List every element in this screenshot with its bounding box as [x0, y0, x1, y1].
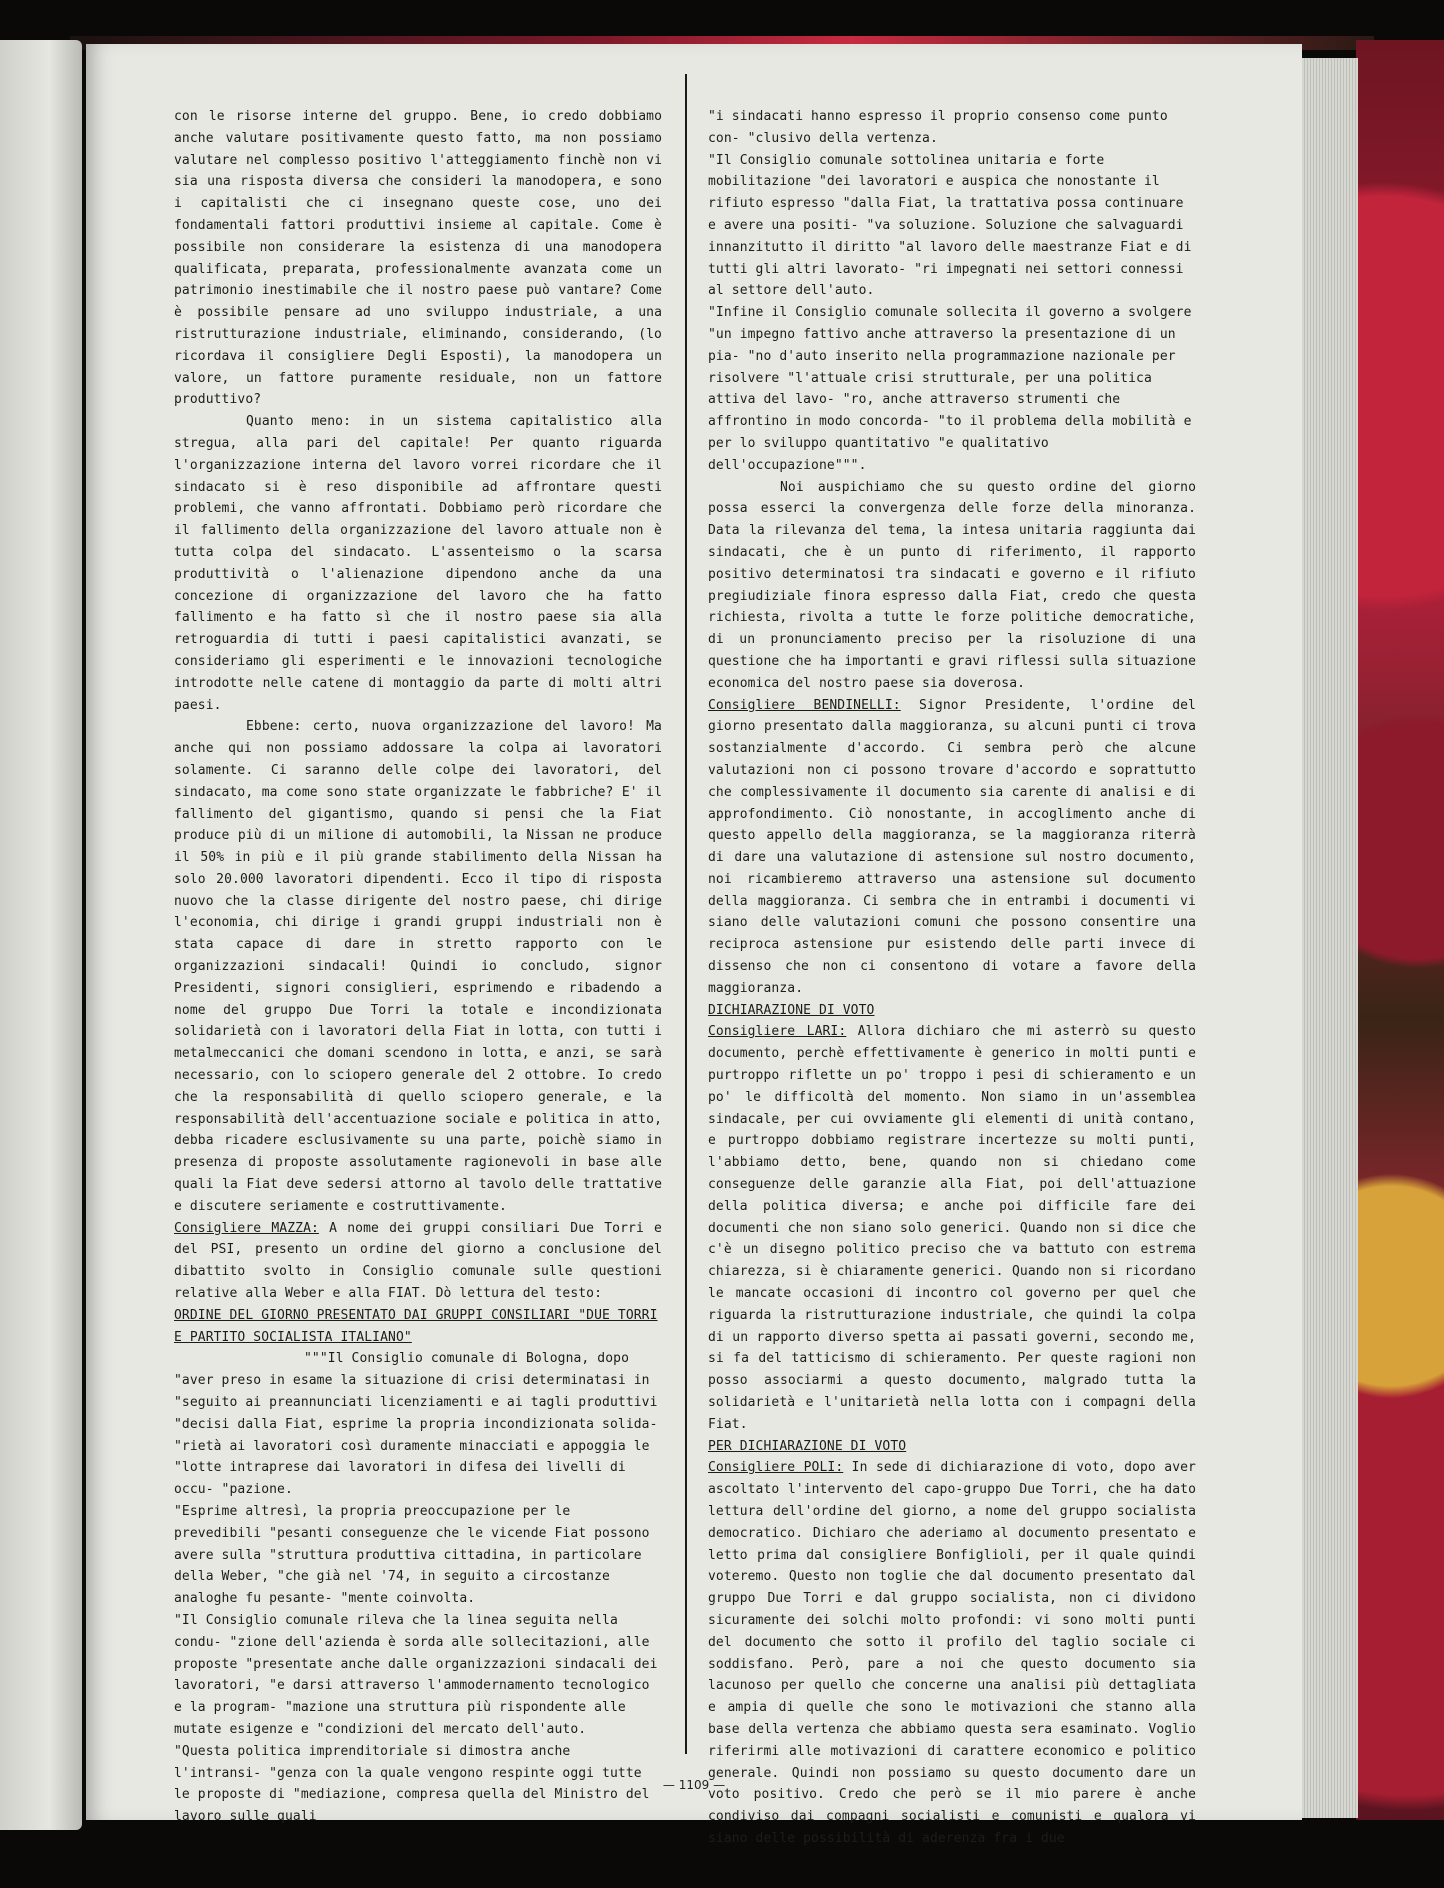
right-text-column: [708, 106, 1196, 1850]
quoted-paragraph: "i sindacati hanno espresso il proprio consenso come punto con- "clusivo della vertenza.: [708, 109, 1168, 146]
quoted-paragraph: "Esprime altresì, la propria preoccupazione per le prevedibili "pesanti conseguenze che le vicende Fiat possono avere sulla "struttura produttiva cittadina, in particolare della Weber, "che già nel '74, in seguito a circostanze analoghe fu pesante- "mente coinvolta.: [174, 1504, 650, 1607]
speech-bendinelli: [708, 695, 1196, 1000]
speech-text: Signor Presidente, l'ordine del giorno presentato dalla maggioranza, su alcuni punti ci trova sostanzialmente d'accordo. Ci sembra però che alcune valutazioni non ci possono trovare d'accordo e soprattutto che complessivamente il documento sia carente di analisi e di approfondimento. Ciò nonostante, in accoglimento anche di questo appello della maggioranza, se la maggioranza riterrà di dare una valutazione di astensione sul nostro documento, noi ricambieremo attraverso una astensione sul documento della maggioranza. Ci sembra che in entrambi i documenti vi siano delle valutazioni comuni che possono consentire una reciproca astensione pur esistendo delle parti invece di dissenso che non ci consentono di votare a favore della maggioranza.: [708, 697, 1196, 996]
paragraph: Quanto meno: in un sistema capitalistico alla stregua, alla pari del capitale! Per quanto riguarda l'organizzazione interna del lavoro vorrei ricordare che il sindacato si è reso disponibile ad affrontare questi problemi, che vanno affrontati. Dobbiamo però ricordare che il fallimento della organizzazione del lavoro attuale non è tutta colpa del sindacato. L'assenteismo o la scarsa produttività o l'alienazione dipendono anche da una concezione di organizzazione del lavoro che ha fatto fallimento e ha fatto sì che il nostro paese sia alla retroguardia di tutti i paesi capitalistici avanzati, se consideriamo gli esperimenti e le innovazioni tecnologiche introdotte nelle catene di montaggio da parte di molti altri paesi.: [174, 414, 662, 713]
section-heading: ORDINE DEL GIORNO PRESENTATO DAI GRUPPI CONSILIARI "DUE TORRI E PARTITO SOCIALISTA ITALIANO": [174, 1307, 658, 1345]
section-heading: PER DICHIARAZIONE DI VOTO: [708, 1438, 907, 1454]
speech-text: In sede di dichiarazione di voto, dopo aver ascoltato l'intervento del capo-gruppo Due Torri, che ha dato lettura dell'ordine del giorno, a nome del gruppo socialista democratico. Dichiaro che aderiamo al documento presentato e letto prima dal consigliere Bonfiglioli, per il quale quindi voteremo. Questo non toglie che dal documento presentato dal gruppo Due Torri e dal gruppo socialista, non ci dividono sicuramente dei solchi molto profondi: vi sono molti punti del documento che sotto il profilo del taglio sociale ci soddisfano. Però, pare a noi che questo documento sia lacunoso per quello che concerne una analisi più dettagliata e ampia di quelle che sono le motivazioni che stanno alla base della vertenza che abbiamo questa sera esaminato. Voglio riferirmi alle motivazioni di carattere economico e politico generale. Quindi non possiamo su questo documento dare un voto positivo. Credo che però se il mio parere è anche condiviso dai compagni socialisti e comunisti e qualora vi siano delle possibilità di aderenza fra i due: [708, 1460, 1196, 1846]
page-stack-edge: [1296, 58, 1358, 1818]
speaker-label: Consigliere BENDINELLI:: [708, 697, 901, 713]
left-text-column: [174, 106, 662, 1828]
column-divider: [685, 74, 687, 1754]
quoted-paragraph: "Questa politica imprenditoriale si dimostra anche l'intransi- "genza con la quale vengono respinte oggi tutte le proposte di "mediazione, compresa quella del Ministro del lavoro sulle quali: [174, 1743, 650, 1825]
speaker-label: Consigliere POLI:: [708, 1460, 844, 1476]
document-page: [86, 44, 1302, 1846]
page-number: — 1109 —: [662, 1778, 726, 1792]
left-page-edge: [0, 40, 82, 1830]
quoted-paragraph: "Il Consiglio comunale sottolinea unitaria e forte mobilitazione "dei lavoratori e auspica che nonostante il rifiuto espresso "dalla Fiat, la trattativa possa continuare e avere una positi- "va soluzione. Soluzione che salvaguardi innanzitutto il diritto "al lavoro delle maestranze Fiat e di tutti gli altri lavorato- "ri impegnati nei settori connessi al settore dell'auto.: [708, 152, 1192, 299]
paragraph: Noi auspichiamo che su questo ordine del giorno possa esserci la convergenza delle forze della minoranza. Data la rilevanza del tema, la intesa unitaria raggiunta dai sindacati, che è un punto di riferimento, il rapporto positivo determinatosi tra sindacati e governo e il rifiuto pregiudiziale finora espresso dalla Fiat, credo che questa richiesta, rivolta a tutte le forze politiche democratiche, di un pronunciamento preciso per la risoluzione di una questione che ha importanti e gravi riflessi sulla situazione economica del nostro paese sia doverosa.: [708, 479, 1196, 691]
speech-lari: [708, 1021, 1196, 1435]
speaker-label: Consigliere LARI:: [708, 1024, 847, 1040]
quoted-paragraph: "Infine il Consiglio comunale sollecita il governo a svolgere "un impegno fattivo anche attraverso la presentazione di un pia- "no d'auto inserito nella programmazione nazionale per risolvere "l'attuale crisi strutturale, per una politica attiva del lavo- "ro, anche attraverso strumenti che affrontino in modo concorda- "to il problema della mobilità e per lo sviluppo quantitativo "e qualitativo dell'occupazione""".: [708, 305, 1192, 473]
marbled-cover-edge: [1356, 40, 1444, 1820]
speech-mazza: [174, 1218, 662, 1305]
paragraph: Ebbene: certo, nuova organizzazione del lavoro! Ma anche qui non possiamo addossare la colpa ai lavoratori solamente. Ci saranno delle colpe dei lavoratori, del sindacato, ma come sono state organizzate le fabbriche? E' il fallimento del gigantismo, quando si pensi che la Fiat produce più di un milione di automobili, la Nissan ne produce il 50% in più e il più grande stabilimento della Nissan ha solo 20.000 lavoratori dipendenti. Ecco il tipo di risposta nuovo che la classe dirigente del nostro paese, chi dirige l'economia, chi dirige i grandi gruppi industriali non è stata capace di dare in stretto rapporto con le organizzazioni sindacali! Quindi io concludo, signor Presidenti, signori consiglieri, esprimendo e ribadendo a nome del gruppo Due Torri la totale e incondizionata solidarietà con i lavoratori della Fiat in lotta, con tutti i metalmeccanici che domani scendono in lotta, e anzi, se sarà necessario, con lo sciopero generale del 2 ottobre. Io credo che la responsabilità di quello sciopero generale, e la responsabilità dell'accentuazione sociale e politica in atto, debba ricadere esclusivamente su una parte, poichè siamo in presenza di proposte assolutamente ragionevoli in base alle quali la Fiat deve sedersi attorno al tavolo delle trattative e discutere seriamente e costruttivamente.: [174, 719, 662, 1214]
speech-text: Allora dichiaro che mi asterrò su questo documento, perchè effettivamente è generico in molti punti e purtroppo riflette un po' troppo i pesi di schieramento e un po' le difficoltà del momento. Non siamo in un'assemblea sindacale, per cui ovviamente gli elementi di unità contano, e purtroppo dobbiamo registrare incertezze su molti punti, l'abbiamo detto, bene, quando non si chiedano come conseguenze delle garanzie alla Fiat, poi dell'attuazione della politica diversa; e anche poi difficile fare dei documenti che non siano solo generici. Quando non si dice che c'è un disegno politico preciso che va battuto con estrema chiarezza, si è chiaramente generici. Quando non si ricordano le mancate occasioni di incontro col governo per quel che riguarda la ristrutturazione industriale, che quindi la colpa di un rapporto diverso spetta ai passati governi, secondo me, si fa del tatticismo di schieramento. Per queste ragioni non posso associarmi a questo documento, malgrado tutta la solidarietà e l'unitarietà nella lotta con i compagni della Fiat.: [708, 1024, 1196, 1432]
speaker-label: Consigliere MAZZA:: [174, 1220, 319, 1236]
paragraph: con le risorse interne del gruppo. Bene, io credo dobbiamo anche valutare positivamente questo fatto, ma non possiamo valutare nel complesso positivo l'atteggiamento finchè non vi sia una risposta diversa che consideri la manodopera, e sono i capitalisti che ci insegnano queste cose, uno dei fondamentali fattori produttivi insieme al capitale. Come è possibile non considerare la esistenza di una manodopera qualificata, preparata, professionalmente avanzata come un patrimonio inestimabile che il nostro paese può vantare? Come è possibile pensare ad uno sviluppo industriale, a una ristrutturazione industriale, eliminando, considerando, (lo ricordava il consigliere Degli Esposti), la manodopera un valore, un fattore puramente residuale, non un fattore produttivo?: [174, 109, 662, 408]
speech-text: A nome dei gruppi consiliari Due Torri e del PSI, presento un ordine del giorno a conclusione del dibattito svolto in Consiglio comunale sulle questioni relative alla Weber e alla FIAT. Dò lettura del testo:: [174, 1220, 662, 1302]
section-heading: DICHIARAZIONE DI VOTO: [708, 1002, 875, 1018]
quoted-paragraph: """Il Consiglio comunale di Bologna, dopo "aver preso in esame la situazione di crisi determinatasi in "seguito ai preannunciati licenziamenti e ai tagli produttivi "decisi dalla Fiat, esprime la propria incondizionata solida- "rietà ai lavoratori così duramente minacciati e appoggia le "lotte intraprese dai lavoratori in difesa dei livelli di occu- "pazione.: [174, 1351, 658, 1498]
quoted-paragraph: "Il Consiglio comunale rileva che la linea seguita nella condu- "zione dell'azienda è sorda alle sollecitazioni, alle proposte "presentate anche dalle organizzazioni sindacali dei lavoratori, "e darsi attraverso l'ammodernamento tecnologico e la program- "mazione una struttura più rispondente alle mutate esigenze e "condizioni del mercato dell'auto.: [174, 1612, 658, 1737]
